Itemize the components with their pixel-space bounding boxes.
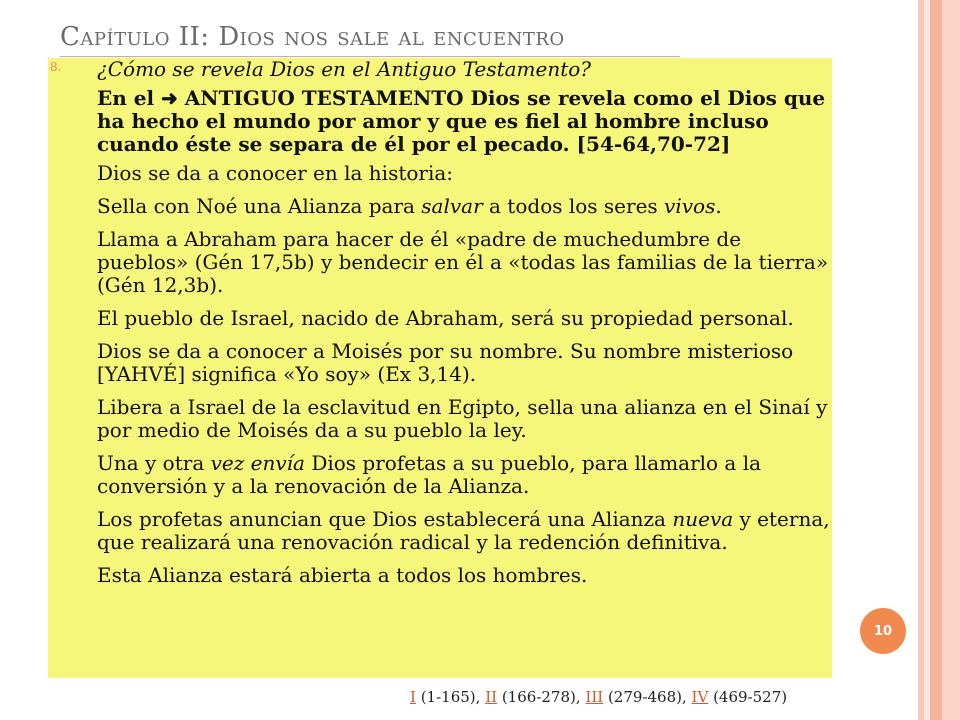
footer-link-iv[interactable]: IV <box>691 688 709 706</box>
decor-stripe <box>930 0 942 720</box>
arrow-icon: ➜ <box>161 86 178 110</box>
paragraph: Dios se da a conocer en la historia: <box>97 161 454 185</box>
paragraph: Esta Alianza estará abierta a todos los hombres. <box>97 563 588 587</box>
footer-link-i[interactable]: I <box>410 688 416 706</box>
paragraph: El pueblo de Israel, nacido de Abraham, será su propiedad personal. <box>97 306 794 330</box>
footer-link-ii[interactable]: II <box>485 688 498 706</box>
slide-content <box>97 58 832 597</box>
intro-paragraph: En el ➜ ANTIGUO TESTAMENTO Dios se revela como el Dios que ha hecho el mundo por amor y que es fiel al hombre incluso cuando éste se separa de él por el pecado. [54-64,70-72] <box>97 86 826 156</box>
footer-links: I (1-165), II (166-278), III (279-468), IV (469-527) <box>410 688 788 706</box>
page-number-badge: 10 <box>860 608 906 654</box>
paragraph: Llama a Abraham para hacer de él «padre de muchedumbre de pueblos» (Gén 17,5b) y bendecir en él a «todas las familias de la tierra» (Gén 12,3b). <box>97 227 829 297</box>
paragraph: Libera a Israel de la esclavitud en Egipto, sella una alianza en el Sinaí y por medio de Moisés da a su pueblo la ley. <box>97 395 828 442</box>
question-text: ¿Cómo se revela Dios en el Antiguo Testamento? <box>97 57 592 81</box>
decor-stripe <box>942 0 960 720</box>
paragraph: Dios se da a conocer a Moisés por su nombre. Su nombre misterioso [YAHVÉ] significa «Yo soy» (Ex 3,14). <box>97 339 794 386</box>
paragraph: Sella con Noé una Alianza para salvar a todos los seres vivos. <box>97 194 722 218</box>
item-number: 8. <box>50 60 62 74</box>
footer-link-iii[interactable]: III <box>585 688 604 706</box>
paragraph: Una y otra vez envía Dios profetas a su pueblo, para llamarlo a la conversión y a la renovación de la Alianza. <box>97 451 762 498</box>
slide-title: Capítulo II: Dios nos sale al encuentro <box>60 22 565 52</box>
paragraph: Los profetas anuncian que Dios establecerá una Alianza nueva y eterna, que realizará una renovación radical y la redención definitiva. <box>97 507 830 554</box>
